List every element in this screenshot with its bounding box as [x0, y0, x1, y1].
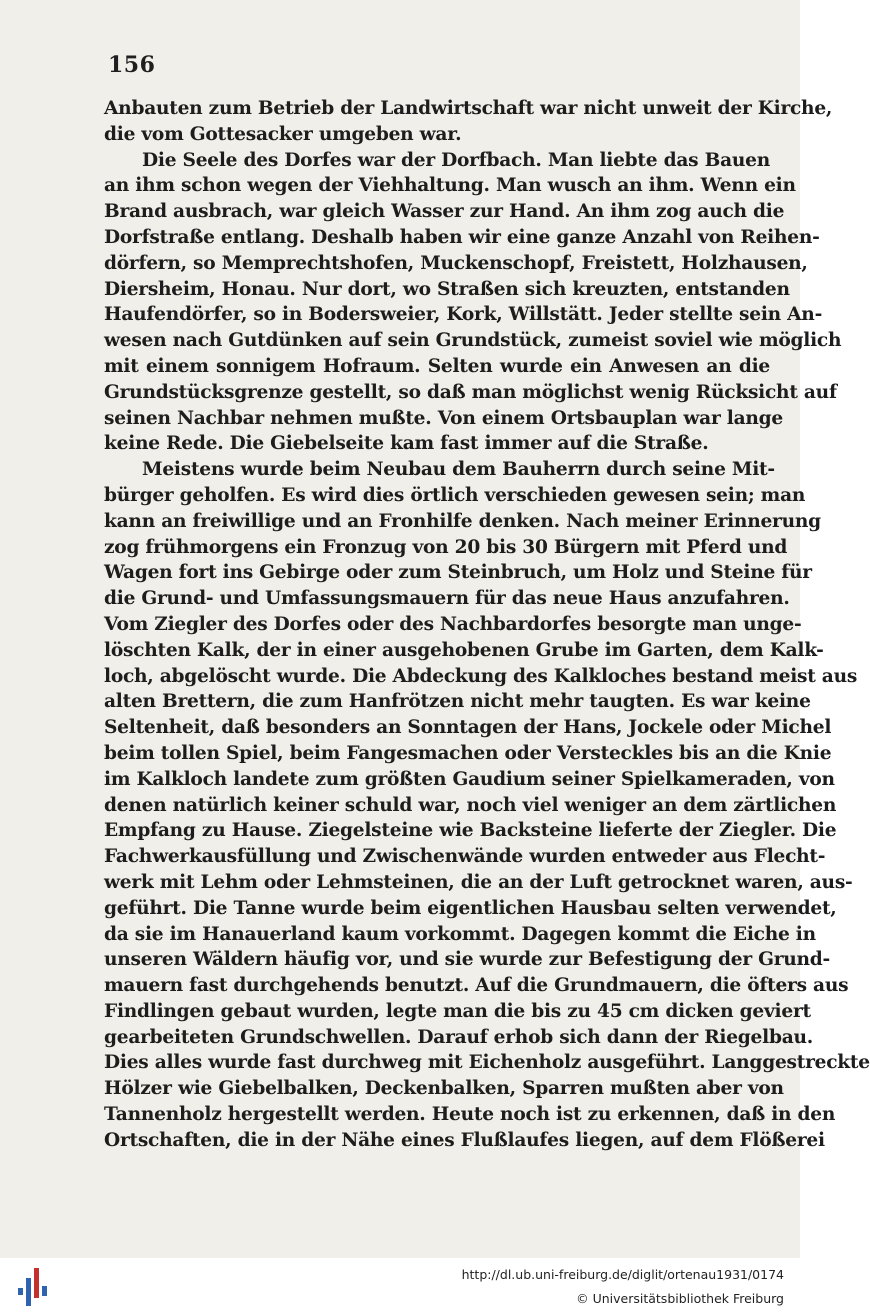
text-line: dörfern, so Memprechtshofen, Muckenschopf, Freistett, Holzhausen,	[104, 252, 808, 274]
ub-freiburg-logo-icon	[16, 1266, 50, 1308]
text-line: kann an freiwillige und an Fronhilfe denken. Nach meiner Erinnerung	[104, 510, 821, 532]
text-line: Brand ausbrach, war gleich Wasser zur Hand. An ihm zog auch die	[104, 201, 785, 223]
text-line: Findlingen gebaut wurden, legte man die bis zu 45 cm dicken geviert	[104, 1000, 811, 1022]
text-line: keine Rede. Die Giebelseite kam fast immer auf die Straße.	[104, 433, 709, 455]
text-line: die Grund- und Umfassungsmauern für das neue Haus anzufahren.	[104, 588, 790, 610]
text-line: zog frühmorgens ein Fronzug von 20 bis 30 Bürgern mit Pferd und	[104, 536, 788, 558]
text-line: werk mit Lehm oder Lehmsteinen, die an der Luft getrocknet waren, aus-	[104, 871, 853, 893]
text-line: gearbeiteten Grundschwellen. Darauf erhob sich dann der Riegelbau.	[104, 1026, 813, 1048]
text-line: Wagen fort ins Gebirge oder zum Steinbruch, um Holz und Steine für	[104, 562, 812, 584]
text-line: Dorfstraße entlang. Deshalb haben wir eine ganze Anzahl von Reihen-	[104, 226, 820, 248]
text-line: loch, abgelöscht wurde. Die Abdeckung des Kalkloches bestand meist aus	[104, 665, 858, 687]
text-line: Grundstücksgrenze gestellt, so daß man möglichst wenig Rücksicht auf	[104, 381, 837, 403]
text-line: an ihm schon wegen der Viehhaltung. Man wusch an ihm. Wenn ein	[104, 175, 796, 197]
text-line: beim tollen Spiel, beim Fangesmachen oder Versteckles bis an die Knie	[104, 742, 832, 764]
body-text	[104, 96, 870, 1154]
text-line: Tannenholz hergestellt werden. Heute noch ist zu erkennen, daß in den	[104, 1104, 836, 1126]
text-line: Anbauten zum Betrieb der Landwirtschaft war nicht unweit der Kirche,	[104, 98, 833, 119]
text-line: Dies alles wurde fast durchweg mit Eichenholz ausgeführt. Langgestreckte	[104, 1052, 870, 1074]
text-line: mauern fast durchgehends benutzt. Auf die Grundmauern, die öfters aus	[104, 975, 849, 997]
text-line: seinen Nachbar nehmen mußte. Von einem Ortsbauplan war lange	[104, 407, 783, 429]
text-line: unseren Wäldern häufig vor, und sie wurde zur Befestigung der Grund-	[104, 949, 831, 971]
text-line: wesen nach Gutdünken auf sein Grundstück, zumeist soviel wie möglich	[104, 330, 842, 352]
page-number: 156	[108, 52, 156, 78]
text-line: im Kalkloch landete zum größten Gaudium seiner Spielkameraden, von	[104, 768, 835, 790]
permalink-url[interactable]: http://dl.ub.uni-freiburg.de/diglit/ortenau1931/0174	[461, 1267, 784, 1282]
text-line: Empfang zu Hause. Ziegelsteine wie Backsteine lieferte der Ziegler. Die	[104, 820, 837, 842]
text-line: Ortschaften, die in der Nähe eines Flußlaufes liegen, auf dem Flößerei	[104, 1129, 825, 1151]
text-line: Die Seele des Dorfes war der Dorfbach. Man liebte das Bauen	[142, 149, 770, 171]
text-line: Seltenheit, daß besonders an Sonntagen der Hans, Jockele oder Michel	[104, 717, 832, 739]
text-line: Fachwerkausfüllung und Zwischenwände wurden entweder aus Flecht-	[104, 846, 826, 868]
text-line: Hölzer wie Giebelbalken, Deckenbalken, Sparren mußten aber von	[104, 1078, 784, 1100]
text-line: geführt. Die Tanne wurde beim eigentlichen Hausbau selten verwendet,	[104, 897, 837, 919]
text-line: die vom Gottesacker umgeben war.	[104, 123, 462, 145]
text-line: Haufendörfer, so in Bodersweier, Kork, Willstätt. Jeder stellte sein An-	[104, 304, 823, 326]
text-line: Diersheim, Honau. Nur dort, wo Straßen sich kreuzten, entstanden	[104, 278, 790, 300]
text-line: Vom Ziegler des Dorfes oder des Nachbardorfes besorgte man unge-	[104, 613, 802, 635]
text-line: löschten Kalk, der in einer ausgehobenen Grube im Garten, dem Kalk-	[104, 639, 824, 661]
copyright-notice: © Universitätsbibliothek Freiburg	[576, 1291, 784, 1306]
text-line: alten Brettern, die zum Hanfrötzen nicht mehr taugten. Es war keine	[104, 691, 811, 713]
text-line: denen natürlich keiner schuld war, noch viel weniger an dem zärtlichen	[104, 794, 837, 816]
text-line: mit einem sonnigem Hofraum. Selten wurde ein Anwesen an die	[104, 355, 770, 377]
text-line: Meistens wurde beim Neubau dem Bauherrn durch seine Mit-	[142, 459, 775, 481]
text-line: da sie im Hanauerland kaum vorkommt. Dagegen kommt die Eiche in	[104, 923, 816, 945]
text-line: bürger geholfen. Es wird dies örtlich verschieden gewesen sein; man	[104, 484, 806, 506]
viewer-footer	[0, 1258, 800, 1316]
